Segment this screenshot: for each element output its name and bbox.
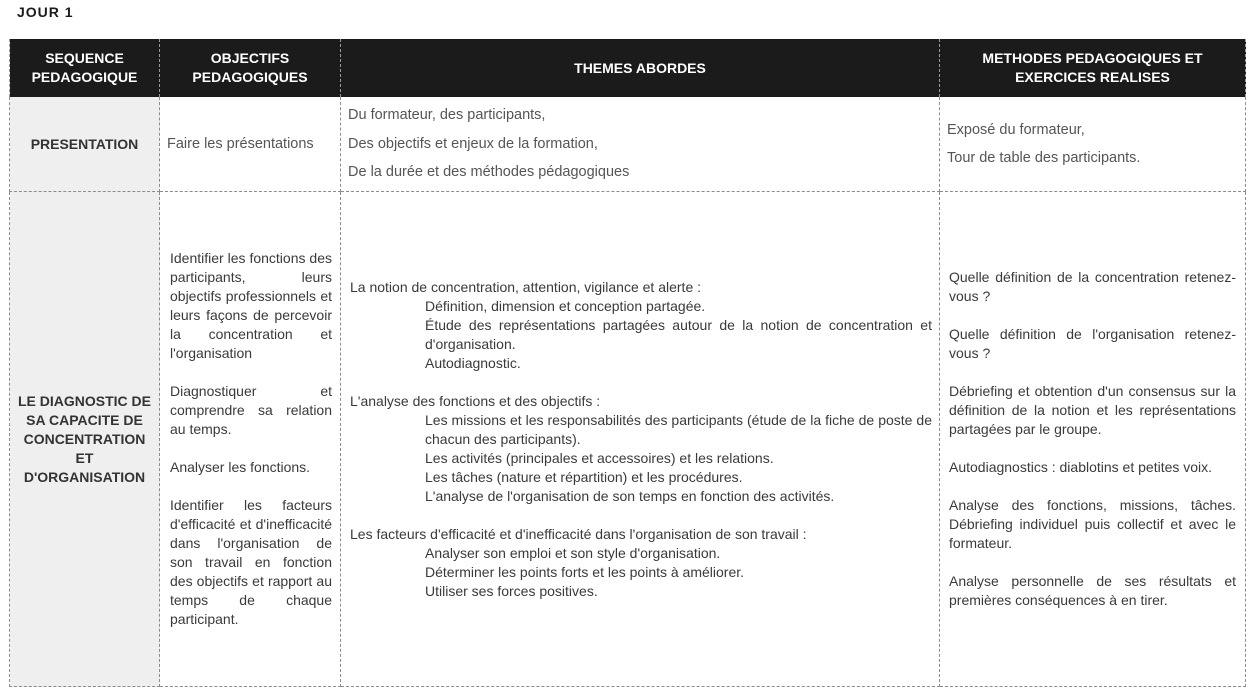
header-themes: THEMES ABORDES: [341, 39, 940, 97]
theme-item: L'analyse de l'organisation de son temps en fonction des activités.: [425, 487, 835, 504]
methods-cell: [940, 97, 1246, 192]
theme-item: Étude des représentations partagées autour de la notion de concentration et d'organisation.: [425, 316, 932, 352]
theme-heading: La notion de concentration, attention, vigilance et alerte :: [350, 278, 702, 295]
table-row: [10, 192, 1246, 687]
objective-text: Diagnostiquer et comprendre sa relation au temps.: [170, 383, 332, 437]
table-row: [10, 97, 1246, 192]
method-text: Analyse personnelle de ses résultats et premières conséquences à en tirer.: [949, 573, 1236, 608]
objective-text: Faire les présentations: [167, 135, 314, 152]
theme-heading: Les facteurs d'efficacité et d'inefficacité dans l'organisation de son travail :: [350, 525, 807, 542]
theme-item: Les activités (principales et accessoires) et les relations.: [425, 449, 774, 466]
method-line: Tour de table des participants.: [947, 150, 1141, 166]
training-program-table: [9, 39, 1246, 687]
methods-cell: [940, 192, 1246, 687]
themes-cell: [341, 192, 940, 687]
method-text: Quelle définition de la concentration retenez-vous ?: [949, 269, 1236, 304]
theme-line: De la durée et des méthodes pédagogiques: [348, 164, 630, 181]
header-objectives: OBJECTIFS PEDAGOGIQUES: [160, 39, 341, 97]
day-title: JOUR 1: [17, 4, 74, 20]
theme-item: Utiliser ses forces positives.: [425, 582, 598, 599]
objective-text: Identifier les facteurs d'efficacité et d'inefficacité dans l'organisation de son travail en fonction des objectifs et rapport au temps de chaque participant.: [170, 497, 332, 627]
theme-line: Du formateur, des participants,: [348, 107, 546, 124]
theme-heading: L'analyse des fonctions et des objectifs :: [350, 392, 601, 409]
header-sequence: SEQUENCE PEDAGOGIQUE: [10, 39, 160, 97]
theme-block: [350, 525, 932, 601]
objectives-cell: [160, 97, 341, 192]
theme-item: Déterminer les points forts et les points à améliorer.: [425, 563, 745, 580]
theme-item: Les tâches (nature et répartition) et les procédures.: [425, 468, 743, 485]
theme-block: [350, 278, 932, 373]
objectives-cell: [160, 192, 341, 687]
theme-item: Définition, dimension et conception partagée.: [425, 297, 706, 314]
objective-text: Analyser les fonctions.: [170, 459, 311, 475]
theme-item: Autodiagnostic.: [425, 354, 521, 371]
theme-item: Les missions et les responsabilités des participants (étude de la fiche de poste de chacun des participants).: [425, 411, 932, 447]
table-header-row: [10, 39, 1246, 97]
method-line: Exposé du formateur,: [947, 121, 1085, 138]
method-text: Autodiagnostics : diablotins et petites voix.: [949, 459, 1213, 475]
method-text: Quelle définition de l'organisation retenez-vous ?: [949, 326, 1236, 361]
sequence-cell: PRESENTATION: [10, 97, 160, 192]
sequence-cell: LE DIAGNOSTIC DE SA CAPACITE DE CONCENTRATION ET D'ORGANISATION: [10, 192, 160, 687]
theme-item: Analyser son emploi et son style d'organisation.: [425, 544, 721, 561]
themes-cell: [341, 97, 940, 192]
header-methods: METHODES PEDAGOGIQUES ET EXERCICES REALISES: [940, 39, 1246, 97]
method-text: Analyse des fonctions, missions, tâches. Débriefing individuel puis collectif et avec le formateur.: [949, 497, 1236, 551]
objective-text: Identifier les fonctions des participants, leurs objectifs professionnels et leurs façons de percevoir la concentration et l'organisation: [170, 250, 332, 361]
theme-block: [350, 392, 932, 506]
method-text: Débriefing et obtention d'un consensus sur la définition de la notion et les représentations partagées par le groupe.: [949, 383, 1236, 437]
theme-line: Des objectifs et enjeux de la formation,: [348, 135, 598, 152]
